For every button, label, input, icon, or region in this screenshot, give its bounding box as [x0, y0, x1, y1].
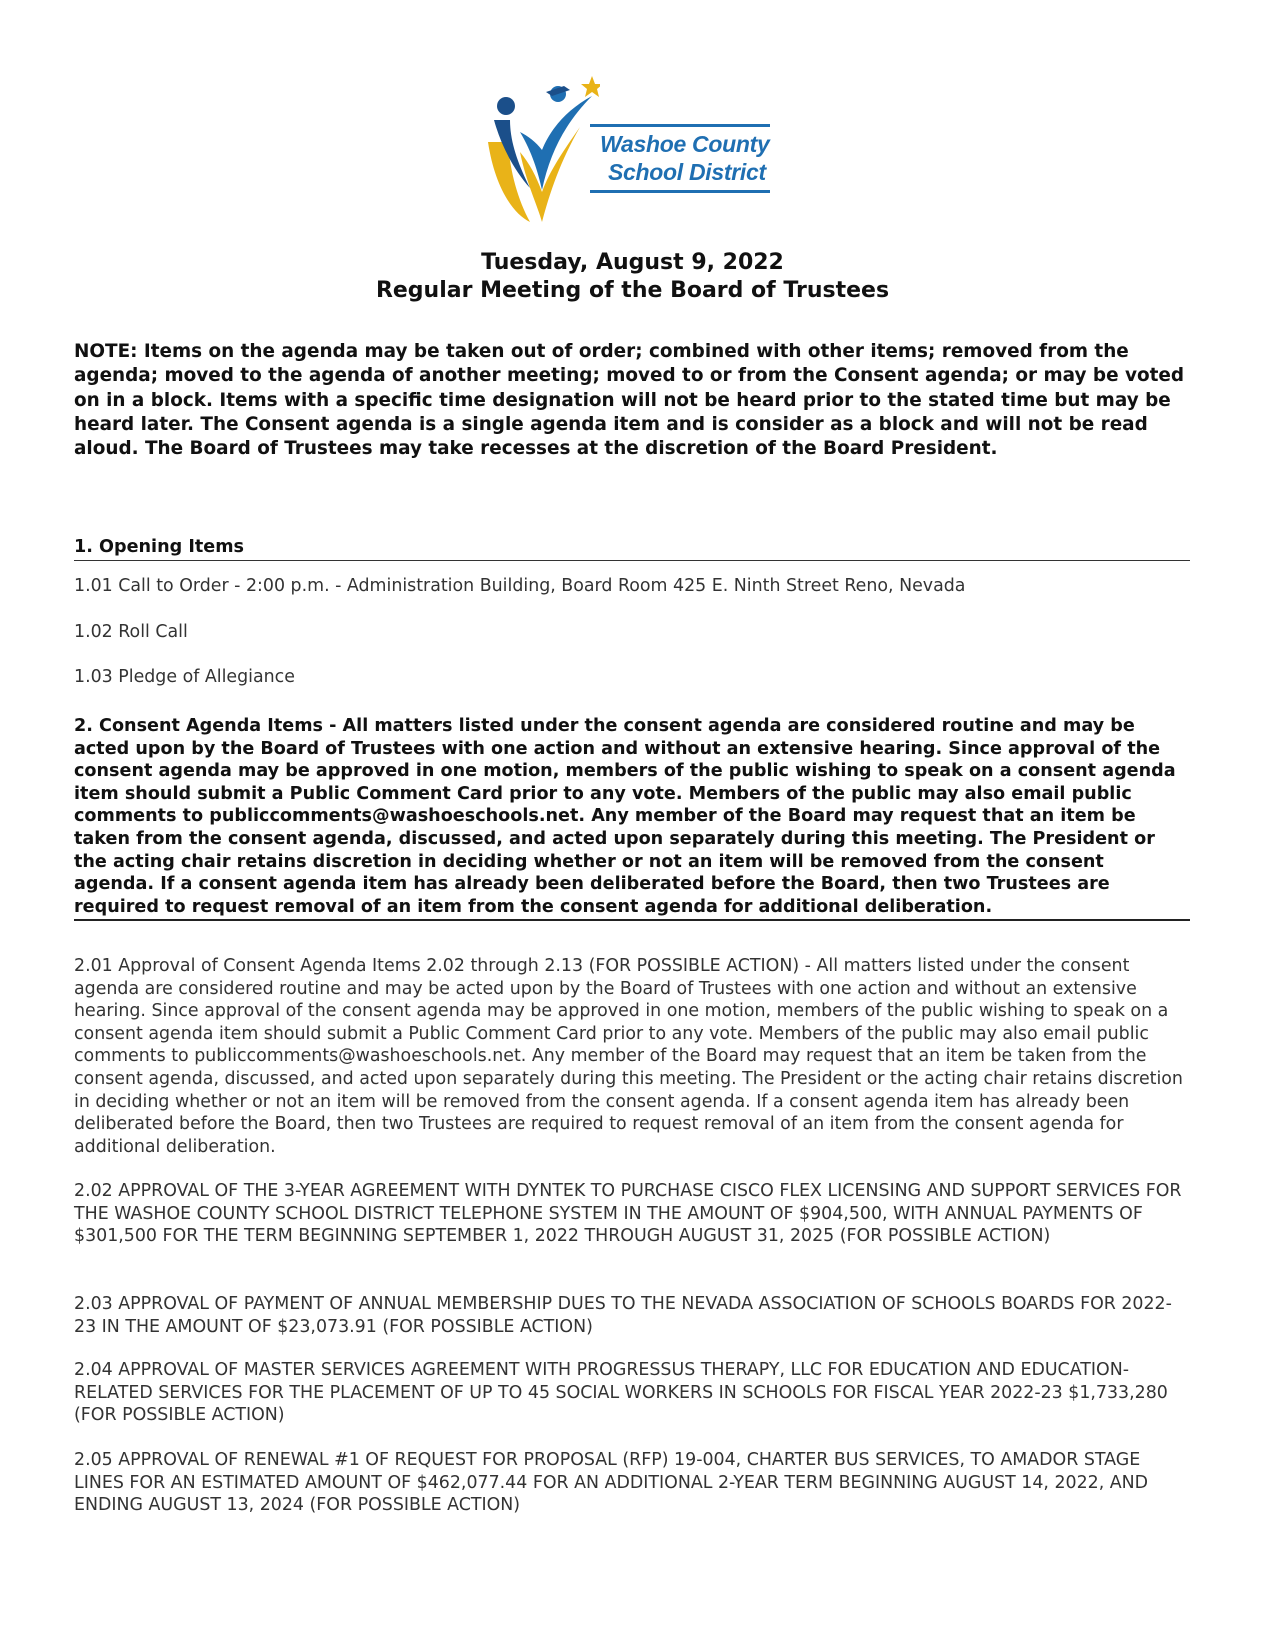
- logo-line-2: School District: [608, 159, 766, 185]
- agenda-item-2-05: 2.05 APPROVAL OF RENEWAL #1 OF REQUEST FOR PROPOSAL (RFP) 19-004, CHARTER BUS SERVICES, TO AMADOR STAGE LINES FOR AN ESTIMATED AMOUNT OF $462,077.44 FOR AN ADDITIONAL 2-YEAR TERM BEGINNING AUGUST 14, 2022, AND ENDING AUGUST 13, 2024 (FOR POSSIBLE ACTION): [74, 1450, 1149, 1516]
- logo-line-1: Washoe County: [600, 131, 770, 157]
- agenda-item-2-03: 2.03 APPROVAL OF PAYMENT OF ANNUAL MEMBERSHIP DUES TO THE NEVADA ASSOCIATION OF SCHOOLS BOARDS FOR 2022-23 IN THE AMOUNT OF $23,073.91 (FOR POSSIBLE ACTION): [74, 1294, 1172, 1337]
- logo-bottom-rule: [590, 190, 770, 194]
- section-heading-consent-agenda: 2. Consent Agenda Items - All matters listed under the consent agenda are considered routine and may be acted upon by the Board of Trustees with one action and without an extensive hearing. Since approval of the consent agenda may be approved in one motion, members of the public wishing to speak on a consent agenda item should submit a Public Comment Card prior to any vote. Members of the public may also email public comments to publiccomments@washoeschools.net. Any member of the Board may request that an item be taken from the consent agenda, discussed, and acted upon separately during this meeting. The President or the acting chair retains discretion in deciding whether or not an item will be removed from the consent agenda. If a consent agenda item has already been deliberated before the Board, then two Trustees are required to request removal of an item from the consent agenda for additional deliberation.: [74, 715, 1190, 921]
- logo-top-rule: [590, 124, 770, 128]
- agenda-note: NOTE: Items on the agenda may be taken out of order; combined with other items; removed from the agenda; moved to the agenda of another meeting; moved to or from the Consent agenda; or may be voted on in a block. Items with a specific time designation will not be heard prior to the stated time but may be heard later. The Consent agenda is a single agenda item and is consider as a block and will not be read aloud. The Board of Trustees may take recesses at the discretion of the Board President.: [74, 341, 1185, 460]
- agenda-item-1-03: 1.03 Pledge of Allegiance: [74, 667, 295, 687]
- meeting-date: Tuesday, August 9, 2022: [481, 250, 784, 275]
- logo-graphic: [480, 72, 600, 232]
- logo-wordmark: [600, 130, 769, 186]
- agenda-item-1-01: 1.01 Call to Order - 2:00 p.m. - Administration Building, Board Room 425 E. Ninth Street Reno, Nevada: [74, 576, 966, 596]
- agenda-item-2-04: 2.04 APPROVAL OF MASTER SERVICES AGREEMENT WITH PROGRESSUS THERAPY, LLC FOR EDUCATION AND EDUCATION-RELATED SERVICES FOR THE PLACEMENT OF UP TO 45 SOCIAL WORKERS IN SCHOOLS FOR FISCAL YEAR 2022-23 $1,733,280 (FOR POSSIBLE ACTION): [74, 1360, 1168, 1426]
- meeting-title: Regular Meeting of the Board of Trustees: [375, 278, 890, 303]
- agenda-item-2-02: 2.02 APPROVAL OF THE 3-YEAR AGREEMENT WITH DYNTEK TO PURCHASE CISCO FLEX LICENSING AND SUPPORT SERVICES FOR THE WASHOE COUNTY SCHOOL DISTRICT TELEPHONE SYSTEM IN THE AMOUNT OF $904,500, WITH ANNUAL PAYMENTS OF $301,500 FOR THE TERM BEGINNING SEPTEMBER 1, 2022 THROUGH AUGUST 31, 2025 (FOR POSSIBLE ACTION): [74, 1181, 1182, 1247]
- agenda-item-1-02: 1.02 Roll Call: [74, 622, 188, 642]
- section-heading-opening-items: 1. Opening Items: [74, 536, 1190, 561]
- agenda-item-2-01: 2.01 Approval of Consent Agenda Items 2.02 through 2.13 (FOR POSSIBLE ACTION) - All matters listed under the consent agenda are considered routine and may be acted upon by the Board of Trustees with one action and without an extensive hearing. Since approval of the consent agenda may be approved in one motion, members of the public wishing to speak on a consent agenda item should submit a Public Comment Card prior to any vote. Members of the public may also email public comments to publiccomments@washoeschools.net. Any member of the Board may request that an item be taken from the consent agenda, discussed, and acted upon separately during this meeting. The President or the acting chair retains discretion in deciding whether or not an item will be removed from the consent agenda. If a consent agenda item has already been deliberated before the Board, then two Trustees are required to request removal of an item from the consent agenda for additional deliberation.: [74, 956, 1183, 1157]
- district-logo: [480, 72, 780, 232]
